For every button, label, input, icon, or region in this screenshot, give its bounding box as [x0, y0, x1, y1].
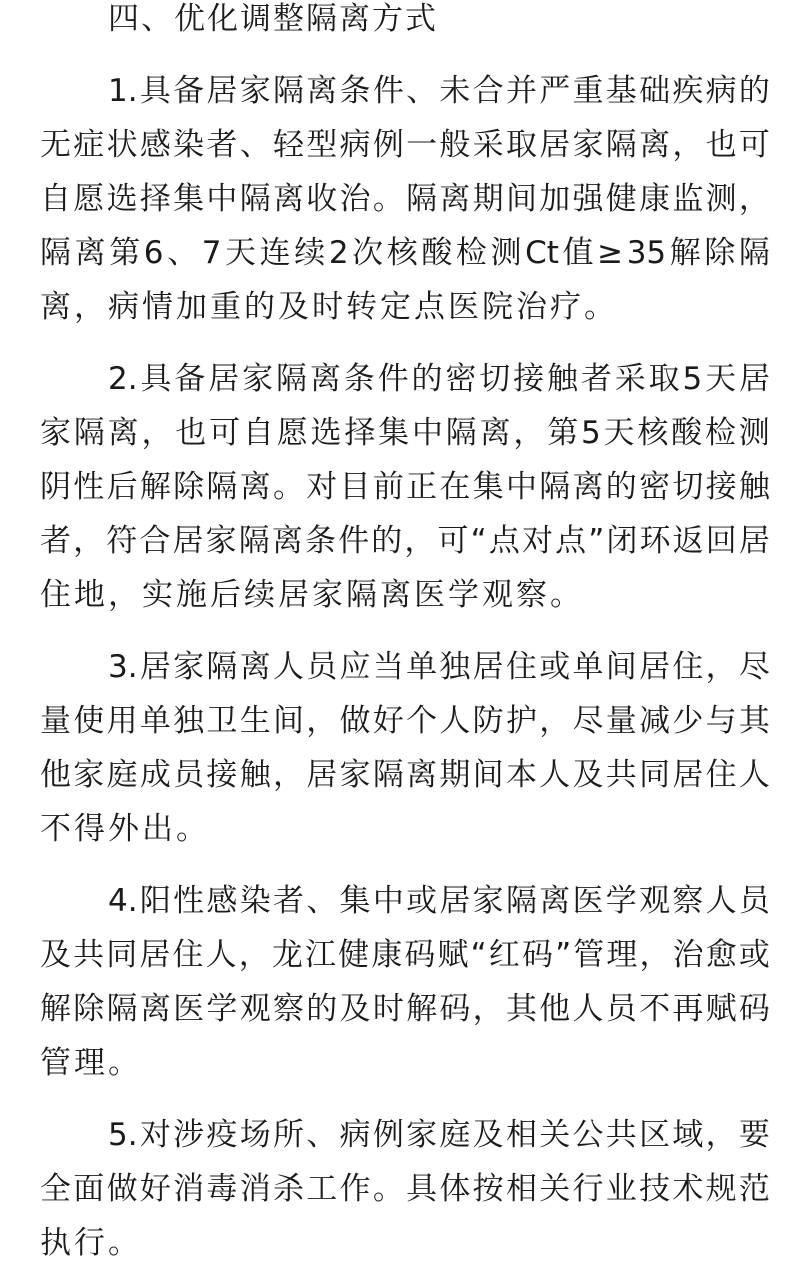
paragraph-line: 3. 居 家 隔 离 人 员 应 当 单 独 居 住 或 单 间 居 住 ， 尽	[108, 649, 770, 685]
paragraph-line: 自 愿 选 择 集 中 隔 离 收 治 。 隔 离 期 间 加 强 健 康 监 测 ，	[40, 181, 770, 217]
section-heading: 四、优化调整隔离方式	[108, 1, 438, 37]
paragraph-line: 2. 具 备 居 家 隔 离 条 件 的 密 切 接 触 者 采 取 5 天 居	[108, 361, 770, 397]
paragraph-line: 者 ， 符 合 居 家 隔 离 条 件 的 ， 可 “ 点 对 点 ” 闭 环 返 回 居	[40, 523, 770, 559]
paragraph-line: 4. 阳 性 感 染 者 、 集 中 或 居 家 隔 离 医 学 观 察 人 员	[108, 883, 770, 919]
paragraph-line: 执行。	[40, 1225, 142, 1261]
paragraph-line: 无 症 状 感 染 者 、 轻 型 病 例 一 般 采 取 居 家 隔 离 ， 也 可	[40, 127, 770, 163]
paragraph-line: 1. 具 备 居 家 隔 离 条 件 、 未 合 并 严 重 基 础 疾 病 的	[108, 73, 770, 109]
paragraph-line: 离，病情加重的及时转定点医院治疗。	[40, 289, 618, 325]
paragraph-line: 住地，实施后续居家隔离医学观察。	[40, 577, 584, 613]
paragraph-line: 他 家 庭 成 员 接 触 ， 居 家 隔 离 期 间 本 人 及 共 同 居 住 人	[40, 757, 770, 793]
paragraph-line: 量 使 用 单 独 卫 生 间 ， 做 好 个 人 防 护 ， 尽 量 减 少 与 其	[40, 703, 770, 739]
paragraph-line: 不得外出。	[40, 811, 210, 847]
paragraph-line: 隔 离 第 6 、 7 天 连 续 2 次 核 酸 检 测 Ct 值 ≥ 35 解 除 隔	[40, 235, 770, 271]
paragraph-line: 管理。	[40, 1045, 142, 1081]
paragraph-line: 5. 对 涉 疫 场 所 、 病 例 家 庭 及 相 关 公 共 区 域 ， 要	[108, 1117, 770, 1153]
paragraph-line: 家 隔 离 ， 也 可 自 愿 选 择 集 中 隔 离 ， 第 5 天 核 酸 检 测	[40, 415, 770, 451]
paragraph-line: 解 除 隔 离 医 学 观 察 的 及 时 解 码 ， 其 他 人 员 不 再 赋 码	[40, 991, 770, 1027]
paragraph-line: 全 面 做 好 消 毒 消 杀 工 作 。 具 体 按 相 关 行 业 技 术 规 范	[40, 1171, 770, 1207]
paragraph-line: 阴 性 后 解 除 隔 离 。 对 目 前 正 在 集 中 隔 离 的 密 切 接 触	[40, 469, 770, 505]
paragraph-line: 及 共 同 居 住 人 ， 龙 江 健 康 码 赋 “ 红 码 ” 管 理 ， 治 愈 或	[40, 937, 770, 973]
